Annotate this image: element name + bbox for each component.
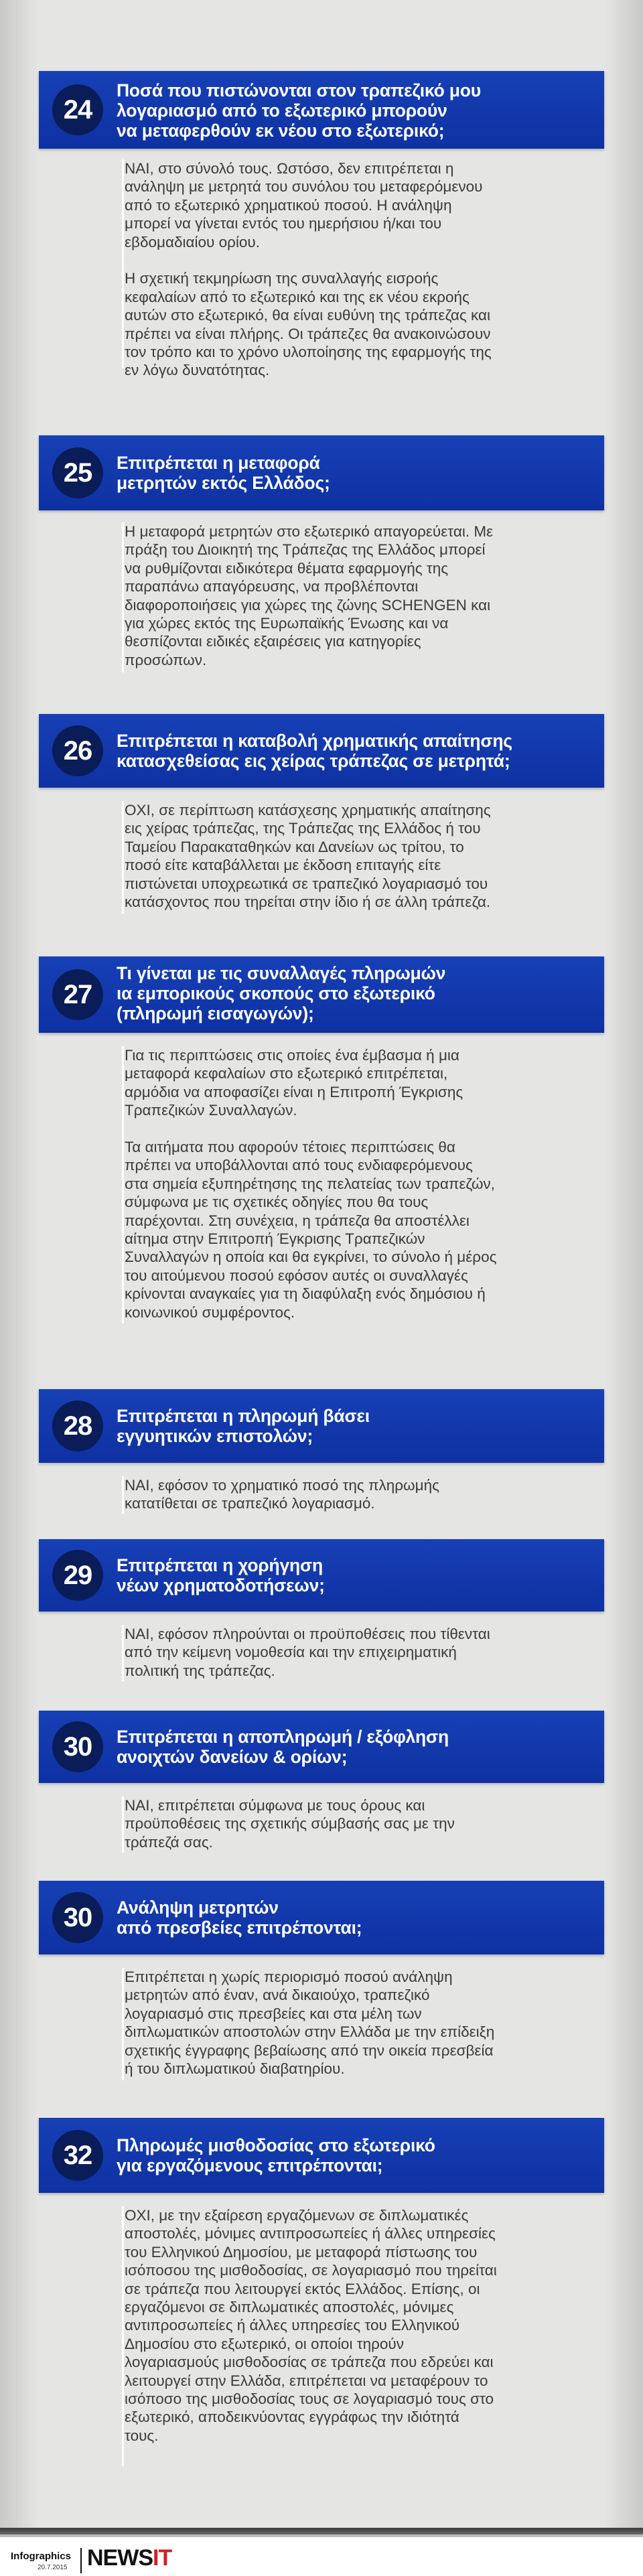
- question-text: Επιτρέπεται η καταβολή χρηματικής απαίτησης κατασχεθείσας εις χείρας τράπεζας σε μετρητά;: [117, 731, 512, 771]
- question-number-badge: 29: [52, 1550, 103, 1601]
- answer-text: Επιτρέπεται η χωρίς περιορισμό ποσού ανάληψη μετρητών από έναν, ανά δικαιούχο, τραπεζικό λογαριασμό στις πρεσβείες και στα μέλη των διπλωματικών αποστολών στην Ελλάδα με την επίδειξη σχετικής έγγραφης βεβαίωσης από την οικεία πρεσβεία ή του διπλωματικού διαβατηρίου.: [125, 1969, 495, 2078]
- publication-date: 20.7.2015: [38, 2564, 68, 2571]
- question-box: [39, 714, 604, 788]
- question-box: [39, 1539, 604, 1612]
- answer-block: [122, 2206, 588, 2466]
- answer-text: Για τις περιπτώσεις στις οποίες ένα έμβασμα ή μια μεταφορά κεφαλαίων στο εξωτερικό επιτρέπεται, αρμόδια να αποφασίζει είναι η Επιτροπή Έγκρισης Τραπεζικών Συναλλαγών. Τα αιτήματα που αφορούν τέτοιες περιπτώσεις θα πρέπει να υποβάλλονται από τους ενδιαφερόμενους στα σημεία εξυπηρέτησης της πελατείας των τραπεζών, σύμφωνα με τις σχετικές οδηγίες που θα τους παρέχονται. Στη συνέχεια, η τράπεζα θα αποστέλλει αίτημα στην Επιτροπή Έγκρισης Τραπεζικών Συναλλαγών η οποία και θα εγκρίνει, το σύνολο ή μέρος του αιτούμενου ποσού εφόσον αυτές οι συναλλαγές κρίνονται αναγκαίες για τη διαφύλαξη ενός δημόσιου ή κοινωνικού συμφέροντος.: [125, 1047, 497, 1321]
- question-text: Τι γίνεται με τις συναλλαγές πληρωμών ια εμπορικούς σκοπούς στο εξωτερικό (πληρωμή εισαγωγών);: [117, 963, 446, 1023]
- newsit-logo[interactable]: [87, 2545, 171, 2571]
- question-box: [39, 1711, 604, 1783]
- question-text: Πληρωμές μισθοδοσίας στο εξωτερικό για εργαζόμενους επιτρέπονται;: [117, 2135, 435, 2175]
- answer-block: [122, 159, 588, 379]
- answer-block: [122, 1968, 588, 2080]
- question-text: Επιτρέπεται η αποπληρωμή / εξόφληση ανοιχτών δανείων & ορίων;: [117, 1727, 449, 1767]
- answer-block: [122, 1046, 588, 1323]
- question-number-badge: 28: [52, 1401, 103, 1451]
- question-box: [39, 956, 604, 1033]
- answer-block: [122, 801, 588, 914]
- answer-text: ΝΑΙ, εφόσον το χρηματικό ποσό της πληρωμής κατατίθεται σε τραπεζικό λογαριασμό.: [125, 1477, 439, 1512]
- footer-stripe: [0, 2528, 643, 2534]
- answer-text: ΝΑΙ, στο σύνολό τους. Ωστόσο, δεν επιτρέπεται η ανάληψη με μετρητά του συνόλου του μεταφερόμενου από το εξωτερικό χρηματικού ποσού. Η ανάληψη μπορεί να γίνεται εντός του ημερήσιου ή/και του εβδομαδιαίου ορίου. Η σχετική τεκμηρίωση της συναλλαγής εισροής κεφαλαίων από το εξωτερικό και της εκ νέου εκροής αυτών στο εξωτερικό, θα είναι ευθύνη της τράπεζας και πρέπει να είναι πλήρης. Οι τράπεζες θα ανακοινώσουν τον τρόπο και το χρόνο υλοποίησης της εφαρμογής της εν λόγω δυνατότητας.: [125, 160, 492, 379]
- question-number-badge: 25: [52, 447, 103, 498]
- footer-divider: [80, 2548, 82, 2573]
- question-number-badge: 30: [52, 1892, 103, 1943]
- question-box: [39, 71, 604, 149]
- answer-block: [122, 522, 588, 672]
- answer-text: ΟΧΙ, σε περίπτωση κατάσχεσης χρηματικής απαίτησης εις χείρας τράπεζας, της Τράπεζας της Ελλάδος ή του Ταμείου Παρακαταθηκών και Δανείων ως τρίτου, το ποσό είτε καταβάλλεται με έκδοση επιταγής είτε πιστώνεται υποχρεωτικά σε τραπεζικό λογαριασμό του κατάσχοντος που τηρείται στην ίδιο ή σε άλλη τράπεζα.: [125, 802, 491, 911]
- left-edge-shade: [0, 0, 39, 2528]
- question-number-badge: 30: [52, 1721, 103, 1772]
- question-number-badge: 32: [52, 2130, 103, 2181]
- question-text: Ποσά που πιστώνονται στον τραπεζικό μου λογαριασμό από το εξωτερικό μπορούν να μεταφερθούν εκ νέου στο εξωτερικό;: [117, 80, 481, 141]
- footer-bar: [0, 2528, 643, 2576]
- answer-text: ΝΑΙ, επιτρέπεται σύμφωνα με τους όρους και προϋποθέσεις της σχετικής σύμβασής σας με την τράπεζά σας.: [125, 1797, 455, 1851]
- logo-main-text: NEWS: [87, 2545, 153, 2571]
- answer-text: ΝΑΙ, εφόσον πληρούνται οι προϋποθέσεις που τίθενται από την κείμενη νομοθεσία και την επιχειρηματική πολιτική της τράπεζας.: [125, 1626, 490, 1679]
- answer-block: [122, 1796, 588, 1853]
- answer-text: Η μεταφορά μετρητών στο εξωτερικό απαγορεύεται. Με πράξη του Διοικητή της Τράπεζας της Ελλάδος μπορεί να ρυθμίζονται ειδικότερα θέματα εφαρμογής της παραπάνω απαγόρευσης, να προβλέπονται διαφοροποιήσεις για χώρες της ζώνης SCHENGEN και για χώρες εκτός της Ευρωπαϊκής Ένωσης και να θεσπίζονται ειδικές εξαιρέσεις για κατηγορίες προσώπων.: [125, 523, 494, 668]
- question-number-badge: 27: [52, 969, 103, 1020]
- question-box: [39, 2118, 604, 2193]
- question-number-badge: 26: [52, 725, 103, 776]
- logo-accent-text: IT: [153, 2545, 172, 2571]
- question-number-badge: 24: [52, 84, 103, 135]
- question-text: Επιτρέπεται η χορήγηση νέων χρηματοδοτήσεων;: [117, 1555, 325, 1595]
- footer-stripe-light: [0, 2534, 643, 2537]
- question-box: [39, 1389, 604, 1463]
- answer-block: [122, 1625, 588, 1681]
- infographics-label: Infographics: [11, 2551, 72, 2562]
- right-edge-shade: [604, 0, 643, 2528]
- question-box: [39, 1881, 604, 1954]
- answer-text: ΟΧΙ, με την εξαίρεση εργαζόμενων σε διπλωματικές αποστολές, μόνιμες αντιπροσωπείες ή άλλες υπηρεσίες του Ελληνικού Δημοσίου, με μεταφορά πίστωσης του ισόποσου της μισθοδοσίας, σε λογαριασμό που τηρείται σε τράπεζα που λειτουργεί εκτός Ελλάδος. Επίσης, οι εργαζόμενοι σε διπλωματικές αποστολές, μόνιμες αντιπροσωπείες ή άλλες υπηρεσίες του Ελληνικού Δημοσίου στο εξωτερικό, οι οποίοι τηρούν λογαριασμούς μισθοδοσίας σε τράπεζα που εδρεύει και λειτουργεί στην Ελλάδα, επιτρέπεται να μεταφέρουν το ισόποσο της μισθοδοσίας τους σε λογαριασμό τους στο εξωτερικό, αποδεικνύοντας εγγράφως την ιδιότητά τους.: [125, 2207, 497, 2444]
- question-text: Επιτρέπεται η μεταφορά μετρητών εκτός Ελλάδος;: [117, 453, 330, 493]
- question-text: Ανάληψη μετρητών από πρεσβείες επιτρέπονται;: [117, 1898, 362, 1938]
- question-box: [39, 435, 604, 510]
- question-text: Επιτρέπεται η πληρωμή βάσει εγγυητικών επιστολών;: [117, 1406, 370, 1446]
- answer-block: [122, 1476, 588, 1514]
